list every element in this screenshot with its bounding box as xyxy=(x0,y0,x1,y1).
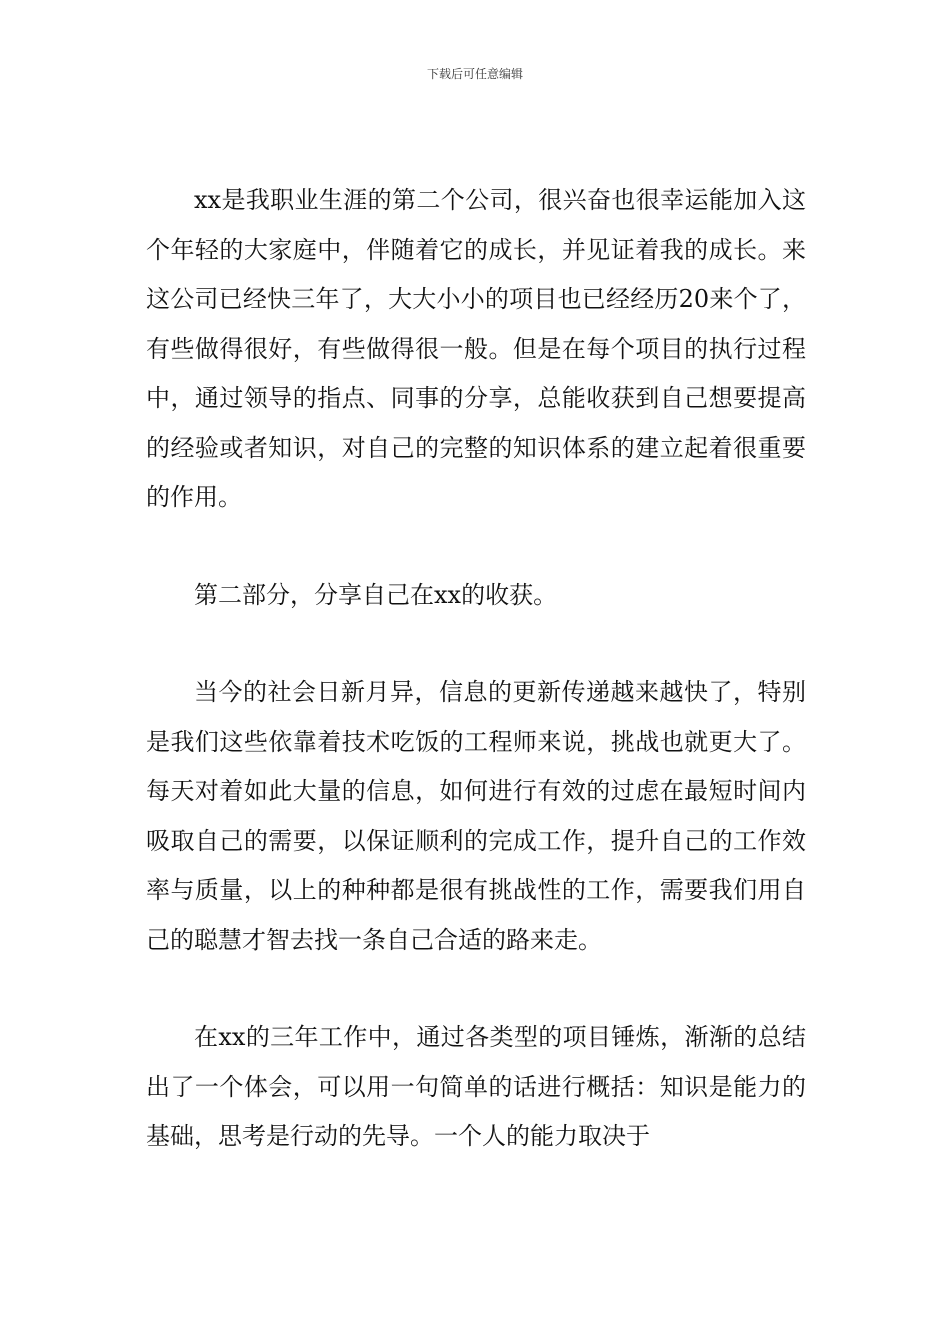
document-body xyxy=(146,176,806,1162)
paragraph-information-challenge: 当今的社会日新月异，信息的更新传递越来越快了，特别是我们这些依靠着技术吃饭的工程师来说，挑战也就更大了。每天对着如此大量的信息，如何进行有效的过虑在最短时间内吸取自己的需要，以保证顺利的完成工作，提升自己的工作效率与质量，以上的种种都是很有挑战性的工作，需要我们用自己的聪慧才智去找一条自己合适的路来走。 xyxy=(146,678,806,954)
paragraph-three-years-summary: 在xx的三年工作中，通过各类型的项目锤炼，渐渐的总结出了一个体会，可以用一句简单的话进行概括：知识是能力的基础，思考是行动的先导。一个人的能力取决于 xyxy=(146,1023,806,1150)
paragraph-section-heading: 第二部分，分享自己在xx的收获。 xyxy=(194,580,558,609)
page-header: 下载后可任意编辑 xyxy=(426,67,523,81)
paragraph-intro: xx是我职业生涯的第二个公司，很兴奋也很幸运能加入这个年轻的大家庭中，伴随着它的成长，并见证着我的成长。来这公司已经快三年了，大大小小的项目也已经经历20来个了，有些做得很好，有些做得很一般。但是在每个项目的执行过程中，通过领导的指点、同事的分享，总能收获到自己想要提高的经验或者知识，对自己的完整的知识体系的建立起着很重要的作用。 xyxy=(146,186,806,511)
